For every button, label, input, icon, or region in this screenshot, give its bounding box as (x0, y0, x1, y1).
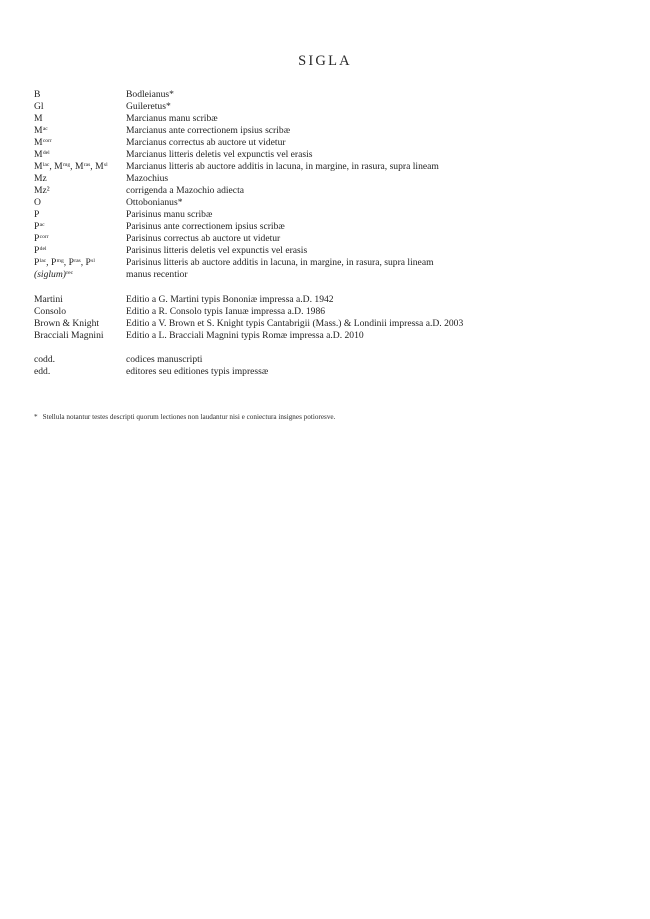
siglum-description: Marcianus litteris ab auctore additis in lacuna, in margine, in rasura, supra lineam (126, 161, 439, 172)
siglum-base: P (50, 257, 57, 268)
manuscript-row (34, 149, 624, 161)
siglum-base: Martini (34, 294, 63, 305)
siglum-description: Parisinus litteris deletis vel expunctis vel erasis (126, 245, 308, 256)
siglum-superscript: ras (74, 257, 81, 264)
siglum (34, 366, 126, 378)
siglum-superscript: sl (103, 161, 108, 168)
siglum (34, 197, 126, 209)
siglum-base: Brown & Knight (34, 318, 100, 329)
manuscript-row (34, 221, 624, 233)
siglum-description: codices manuscripti (126, 354, 203, 365)
siglum-base: M (34, 149, 43, 160)
siglum-separator: , (46, 257, 51, 268)
edition-row (34, 306, 624, 318)
siglum-base: M (54, 161, 63, 172)
siglum-description: manus recentior (126, 269, 188, 280)
siglum-superscript: ras (83, 161, 91, 168)
siglum (34, 318, 126, 330)
manuscript-row (34, 89, 624, 101)
siglum-base: P (34, 221, 40, 232)
siglum-base: P (34, 257, 40, 268)
manuscript-row (34, 257, 624, 269)
siglum (34, 161, 126, 173)
siglum-base: P (85, 257, 91, 268)
manuscript-row (34, 173, 624, 185)
siglum-base: M (34, 137, 43, 148)
siglum-description: Guileretus* (126, 101, 171, 112)
siglum-description: Bodleianus* (126, 89, 174, 100)
siglum-superscript: sl (91, 257, 95, 264)
siglum-superscript: lac (42, 161, 50, 168)
siglum-base: P (34, 209, 40, 220)
siglum-base: Bracciali Magnini (34, 330, 104, 341)
siglum-superscript: ac (42, 125, 48, 132)
siglum (34, 257, 126, 269)
manuscript-row (34, 101, 624, 113)
siglum-description: Marcianus ante correctionem ipsius scribæ (126, 125, 291, 136)
siglum-base: Mz (34, 173, 47, 184)
siglum-description: Marcianus manu scribæ (126, 113, 218, 124)
siglum-base: M (34, 125, 43, 136)
siglum (34, 101, 126, 113)
siglum-description: Mazochius (126, 173, 169, 184)
siglum-base: M (74, 161, 84, 172)
siglum (34, 173, 126, 185)
siglum-description: Marcianus correctus ab auctore ut videtur (126, 137, 286, 148)
manuscript-row (34, 137, 624, 149)
siglum-superscript: lac (39, 257, 47, 264)
siglum-separator: , (80, 257, 86, 268)
siglum (34, 233, 126, 245)
siglum-description: Editio a G. Martini typis Bononiæ impressa a.D. 1942 (126, 294, 334, 305)
manuscript-row (34, 197, 624, 209)
siglum-base: (siglum) (34, 269, 66, 280)
siglum-superscript: corr (39, 233, 49, 240)
siglum-superscript: corr (42, 137, 52, 144)
abbreviation-list (34, 354, 624, 378)
siglum (34, 137, 126, 149)
manuscript-row (34, 269, 624, 281)
siglum-description: Editio a R. Consolo typis Ianuæ impressa a.D. 1986 (126, 306, 326, 317)
siglum-base: M (95, 161, 104, 172)
siglum-description: Editio a L. Bracciali Magnini typis Romæ impressa a.D. 2010 (126, 330, 364, 341)
siglum (34, 221, 126, 233)
siglum-description: Parisinus manu scribæ (126, 209, 213, 220)
siglum (34, 125, 126, 137)
siglum-superscript: del (42, 149, 50, 156)
siglum-description: Parisinus litteris ab auctore additis in lacuna, in margine, in rasura, supra lineam (126, 257, 434, 268)
siglum-base: Mz² (34, 185, 50, 196)
abbreviation-row (34, 354, 624, 366)
siglum-separator: , (70, 161, 75, 172)
footnote-text: Stellula notantur testes descripti quorum lectiones non laudantur nisi e coniectura insignes potioresve. (42, 413, 336, 421)
siglum (34, 306, 126, 318)
siglum-base: P (34, 233, 40, 244)
siglum-superscript: mg (56, 257, 64, 264)
edition-row (34, 294, 624, 306)
manuscript-row (34, 113, 624, 125)
abbreviation-row (34, 366, 624, 378)
siglum-description: corrigenda a Mazochio adiecta (126, 185, 244, 196)
siglum (34, 113, 126, 125)
siglum (34, 89, 126, 101)
siglum (34, 245, 126, 257)
siglum-separator: , (63, 257, 69, 268)
siglum-superscript: del (39, 245, 47, 252)
siglum-superscript: mg (62, 161, 71, 168)
manuscript-row (34, 233, 624, 245)
manuscript-row (34, 185, 624, 197)
siglum-base: edd. (34, 366, 51, 377)
siglum (34, 209, 126, 221)
footnote-mark: * (34, 413, 38, 421)
edition-sigla-list (34, 294, 624, 342)
manuscript-row (34, 161, 624, 173)
siglum-base: Gl (34, 101, 44, 112)
siglum-base: P (68, 257, 74, 268)
footnote (34, 412, 624, 422)
siglum (34, 149, 126, 161)
siglum (34, 330, 126, 342)
siglum-base: M (34, 113, 43, 124)
siglum-base: P (34, 245, 40, 256)
manuscript-row (34, 209, 624, 221)
siglum-description: Ottobonianus* (126, 197, 183, 208)
siglum-description: editores seu editiones typis impressæ (126, 366, 269, 377)
siglum-description: Marcianus litteris deletis vel expunctis vel erasis (126, 149, 313, 160)
siglum-description: Parisinus ante correctionem ipsius scribæ (126, 221, 285, 232)
siglum-superscript: ac (39, 221, 45, 228)
siglum-description: Editio a V. Brown et S. Knight typis Cantabrigii (Mass.) & Londinii impressa a.D. 2003 (126, 318, 464, 329)
siglum (34, 294, 126, 306)
siglum-separator: , (90, 161, 96, 172)
siglum-base: M (34, 161, 43, 172)
manuscript-sigla-list (34, 89, 624, 281)
siglum-base: Consolo (34, 306, 66, 317)
siglum-separator: , (49, 161, 55, 172)
manuscript-row (34, 245, 624, 257)
siglum-description: Parisinus correctus ab auctore ut videtur (126, 233, 281, 244)
siglum (34, 185, 126, 197)
siglum-superscript: rec (66, 269, 74, 276)
manuscript-row (34, 125, 624, 137)
siglum (34, 269, 126, 281)
siglum-base: B (34, 89, 41, 100)
edition-row (34, 330, 624, 342)
page-title: SIGLA (298, 53, 352, 69)
siglum-base: codd. (34, 354, 56, 365)
siglum (34, 354, 126, 366)
siglum-base: O (34, 197, 41, 208)
edition-row (34, 318, 624, 330)
